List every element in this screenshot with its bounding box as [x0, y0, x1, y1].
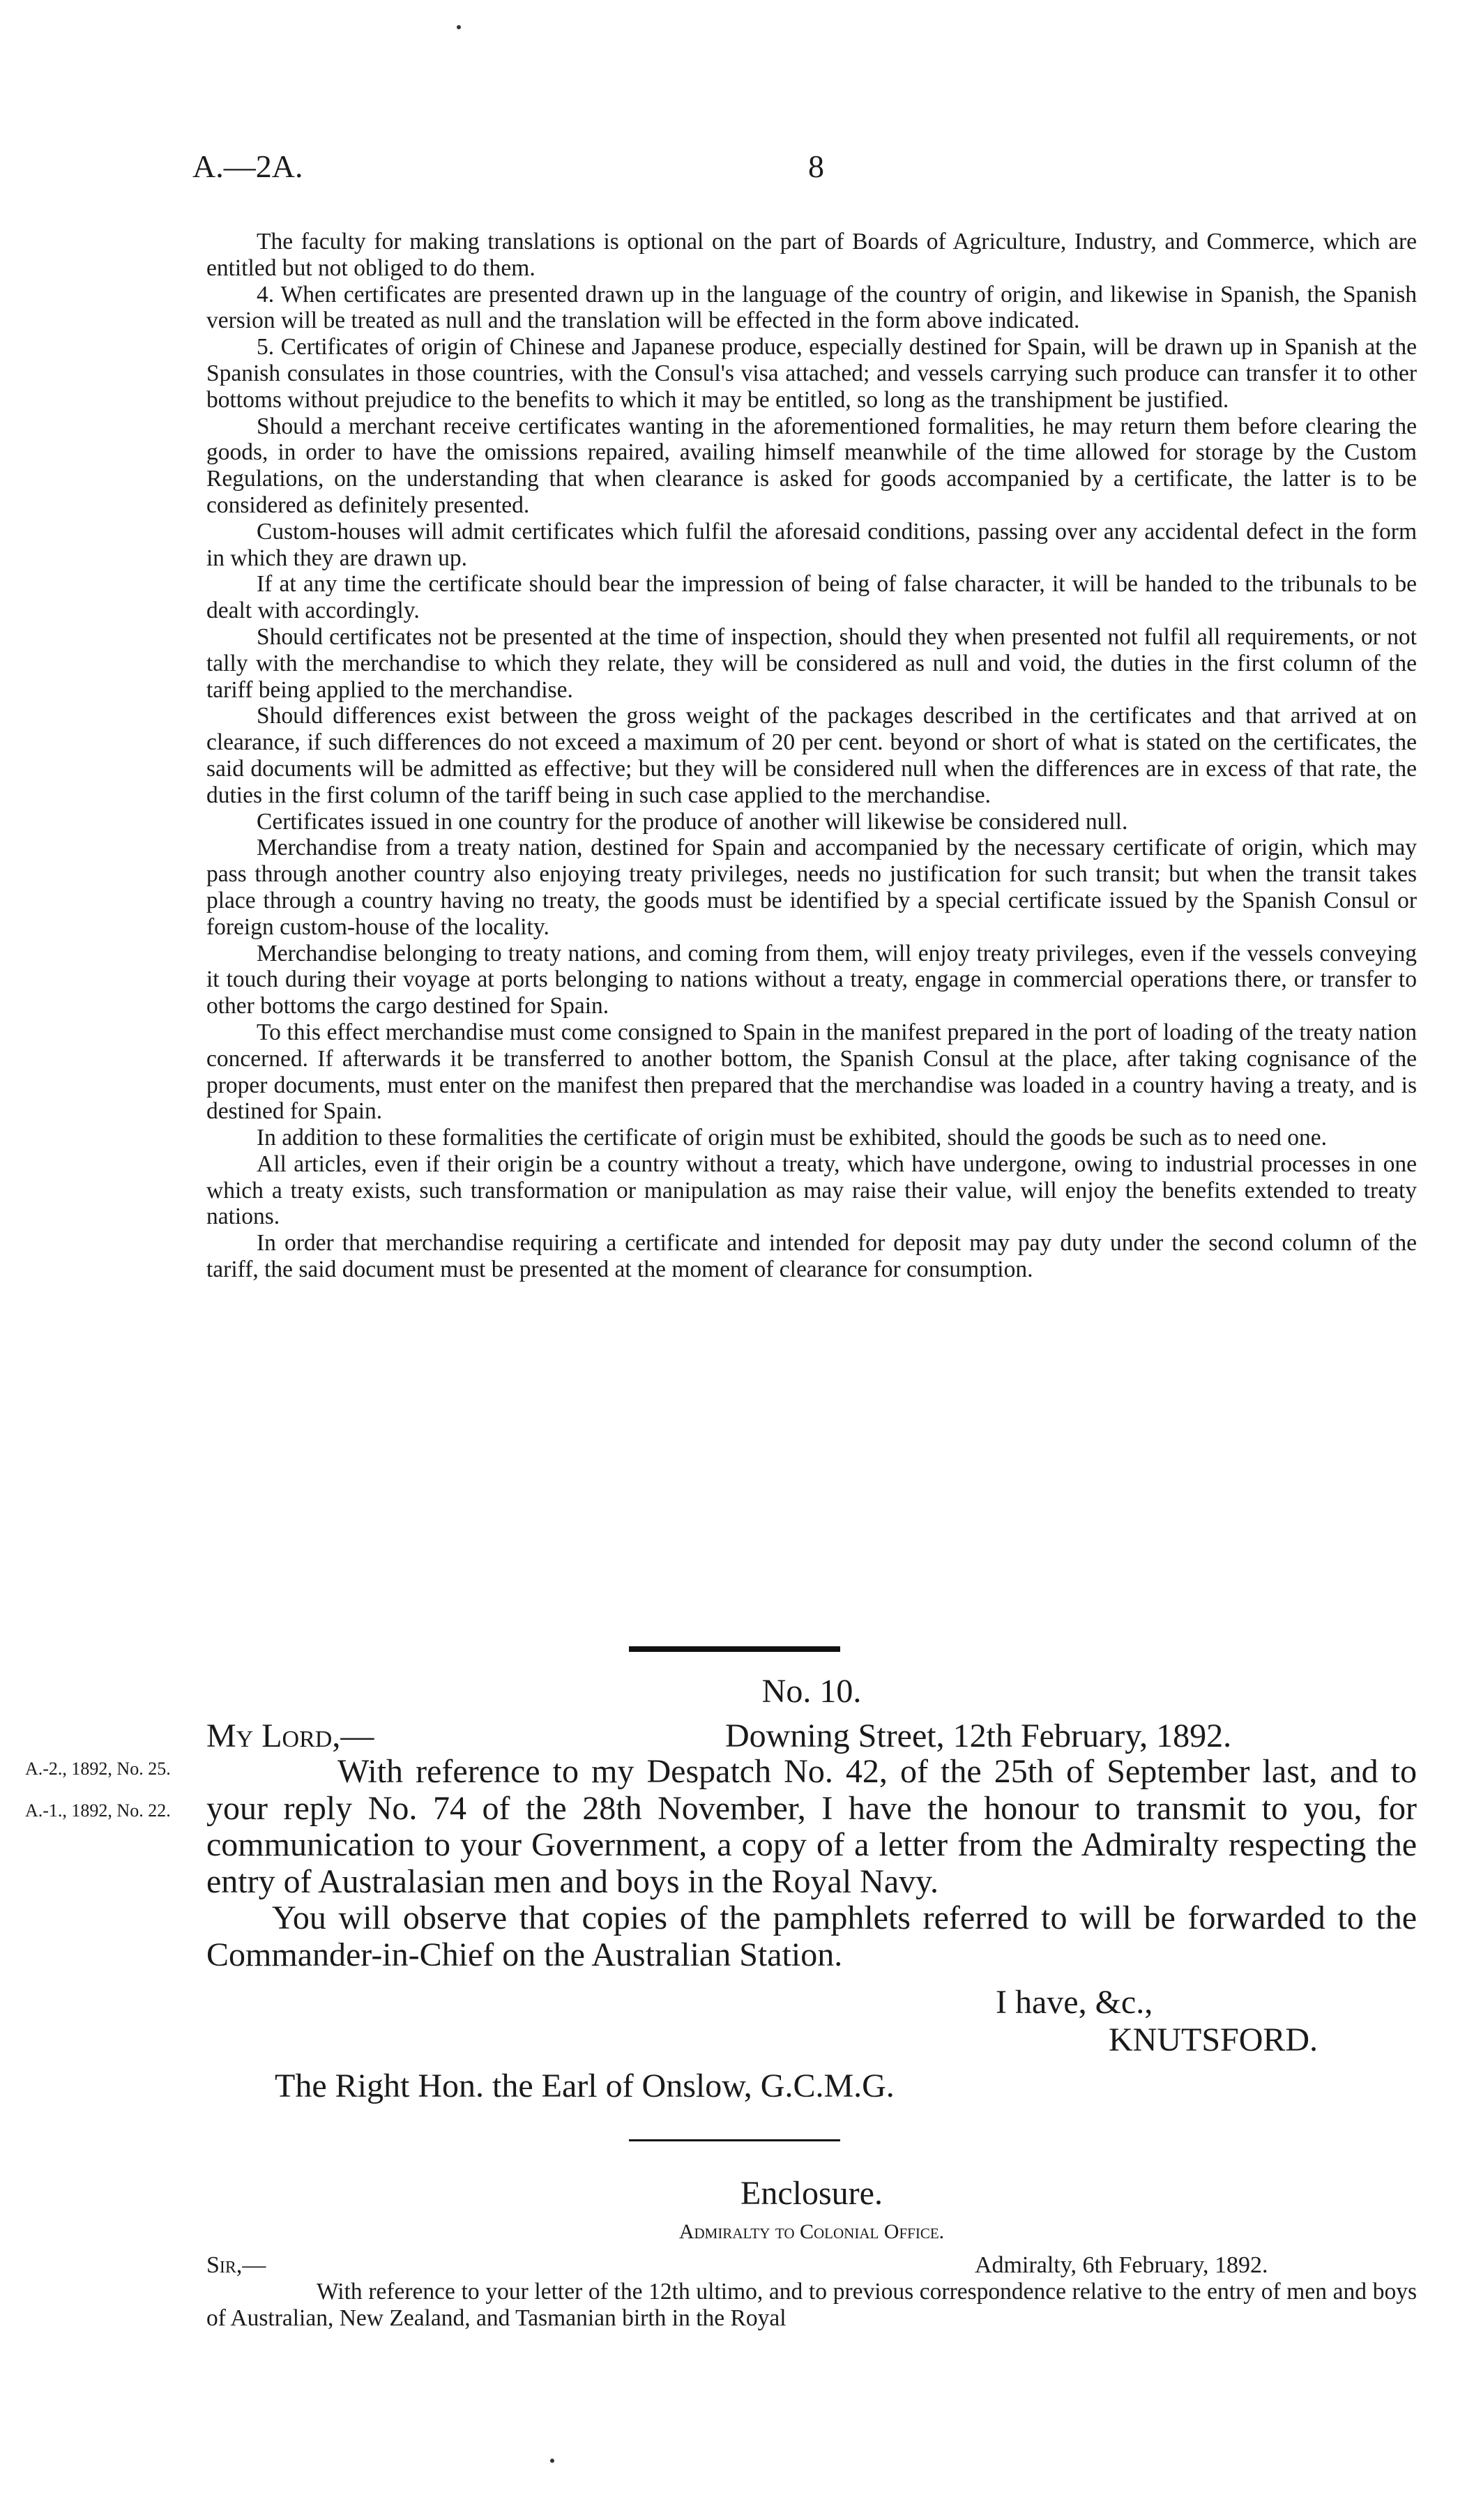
paragraph: All articles, even if their origin be a country without a treaty, which have undergone, owing to industrial processes in one which a treaty exists, such transformation or manipulation as may raise their value, will enjoy the benefits extended to treaty nations. [206, 1151, 1417, 1230]
paragraph: Should certificates not be presented at the time of inspection, should they when presented not fulfil all requirements, or not tally with the merchandise to which they relate, they will be considered as null and void, the duties in the first column of the tariff being applied to the merchandise. [206, 623, 1417, 703]
paragraph: Should a merchant receive certificates wanting in the aforementioned formalities, he may return them before clearing the goods, in order to have the omissions repaired, availing himself meanwhile of the time allowed for storage by the Custom Regulations, on the understanding that when clearance is asked for goods accompanied by a certificate, the latter is to be considered as definitely presented. [206, 413, 1417, 518]
salutation: My Lord,— [206, 1717, 374, 1754]
enclosure-salutation: Sir,— [206, 2252, 266, 2278]
paragraph: Certificates issued in one country for the produce of another will likewise be considered null. [257, 808, 1128, 835]
despatch-paragraph: You will observe that copies of the pamphlets referred to will be forwarded to the Commander-in-Chief on the Australian Station. [206, 1899, 1417, 1973]
closing: I have, &c., [996, 1984, 1153, 2021]
document-reference: A.—2A. [192, 149, 303, 184]
paragraph: 4. When certificates are presented drawn up in the language of the country of origin, and likewise in Spanish, the Spanish version will be treated as null and the translation will be effected in the form above indicated. [206, 281, 1417, 334]
paragraph: If at any time the certificate should bear the impression of being of false character, it will be handed to the tribunals to be dealt with accordingly. [206, 571, 1417, 624]
paragraph: To this effect merchandise must come consigned to Spain in the manifest prepared in the port of loading of the treaty nation concerned. If afterwards it be transferred to another bottom, the Spanish Consul at the place, after taking cognisance of the proper documents, must enter on the manifest then prepared that the merchandise was loaded in a country having a treaty, and is destined for Spain. [206, 1019, 1417, 1125]
paragraph: Custom-houses will admit certificates which fulfil the aforesaid conditions, passing over any accidental defect in the form in which they are drawn up. [206, 518, 1417, 571]
despatch-number: No. 10. [761, 1673, 862, 1710]
addressee: The Right Hon. the Earl of Onslow, G.C.M.G. [275, 2067, 895, 2104]
paragraph: Merchandise from a treaty nation, destined for Spain and accompanied by the necessary certificate of origin, which may pass through another country also enjoying treaty privileges, needs no justification for such transit; but when the transit takes place through a country having no treaty, the goods must be identified by a special certificate issued by the Spanish Consul or foreign custom-house of the locality. [206, 835, 1417, 940]
page-speck [457, 25, 461, 29]
despatch-location-date: Downing Street, 12th February, 1892. [725, 1717, 1232, 1754]
paragraph: In order that merchandise requiring a certificate and intended for deposit may pay duty under the second column of the tariff, the said document must be presented at the moment of clearance for consumption. [206, 1230, 1417, 1283]
enclosure-paragraph: With reference to your letter of the 12th ultimo, and to previous correspondence relative to the entry of men and boys of Australian, New Zealand, and Tasmanian birth in the Royal [206, 2279, 1417, 2331]
page-header [192, 148, 1369, 190]
margin-note: A.-2., 1892, No. 25. [25, 1759, 171, 1779]
regulations-text [206, 229, 1417, 1283]
section-divider [629, 2139, 840, 2141]
enclosure-body [206, 2279, 1417, 2332]
enclosure-location-date: Admiralty, 6th February, 1892. [975, 2252, 1268, 2278]
enclosure-subtitle: Admiralty to Colonial Office. [678, 2220, 945, 2243]
page-number: 8 [808, 149, 824, 184]
paragraph: 5. Certificates of origin of Chinese and Japanese produce, especially destined for Spain, will be drawn up in Spanish at the Spanish consulates in those countries, with the Consul's visa attached; and vessels carrying such produce can transfer it to other bottoms without prejudice to the benefits to which it may be entitled, so long as the transhipment be justified. [206, 334, 1417, 413]
page-speck [550, 2459, 554, 2463]
paragraph: The faculty for making translations is optional on the part of Boards of Agriculture, Industry, and Commerce, which are entitled but not obliged to do them. [206, 229, 1417, 281]
section-divider [629, 1646, 840, 1652]
paragraph: Merchandise belonging to treaty nations, and coming from them, will enjoy treaty privileges, even if the vessels conveying it touch during their voyage at ports belonging to nations without a treaty, engage in commercial operations there, or transfer to other bottoms the cargo destined for Spain. [206, 940, 1417, 1019]
enclosure-title: Enclosure. [740, 2175, 883, 2212]
despatch-paragraph: With reference to my Despatch No. 42, of the 25th of September last, and to your reply No. 74 of the 28th November, I have the honour to transmit to you, for communication to your Government, a copy of a letter from the Admiralty respecting the entry of Australasian men and boys in the Royal Navy. [206, 1753, 1417, 1900]
paragraph: Should differences exist between the gross weight of the packages described in the certificates and that arrived at on clearance, if such differences do not exceed a maximum of 20 per cent. beyond or short of what is stated on the certificates, the said documents will be admitted as effective; but they will be considered null when the differences are in excess of that rate, the duties in the first column of the tariff being in such case applied to the merchandise. [206, 703, 1417, 808]
paragraph: In addition to these formalities the certificate of origin must be exhibited, should the goods be such as to need one. [257, 1125, 1328, 1151]
signature: KNUTSFORD. [1109, 2021, 1319, 2058]
margin-note: A.-1., 1892, No. 22. [25, 1800, 171, 1821]
despatch-body [206, 1754, 1417, 1974]
